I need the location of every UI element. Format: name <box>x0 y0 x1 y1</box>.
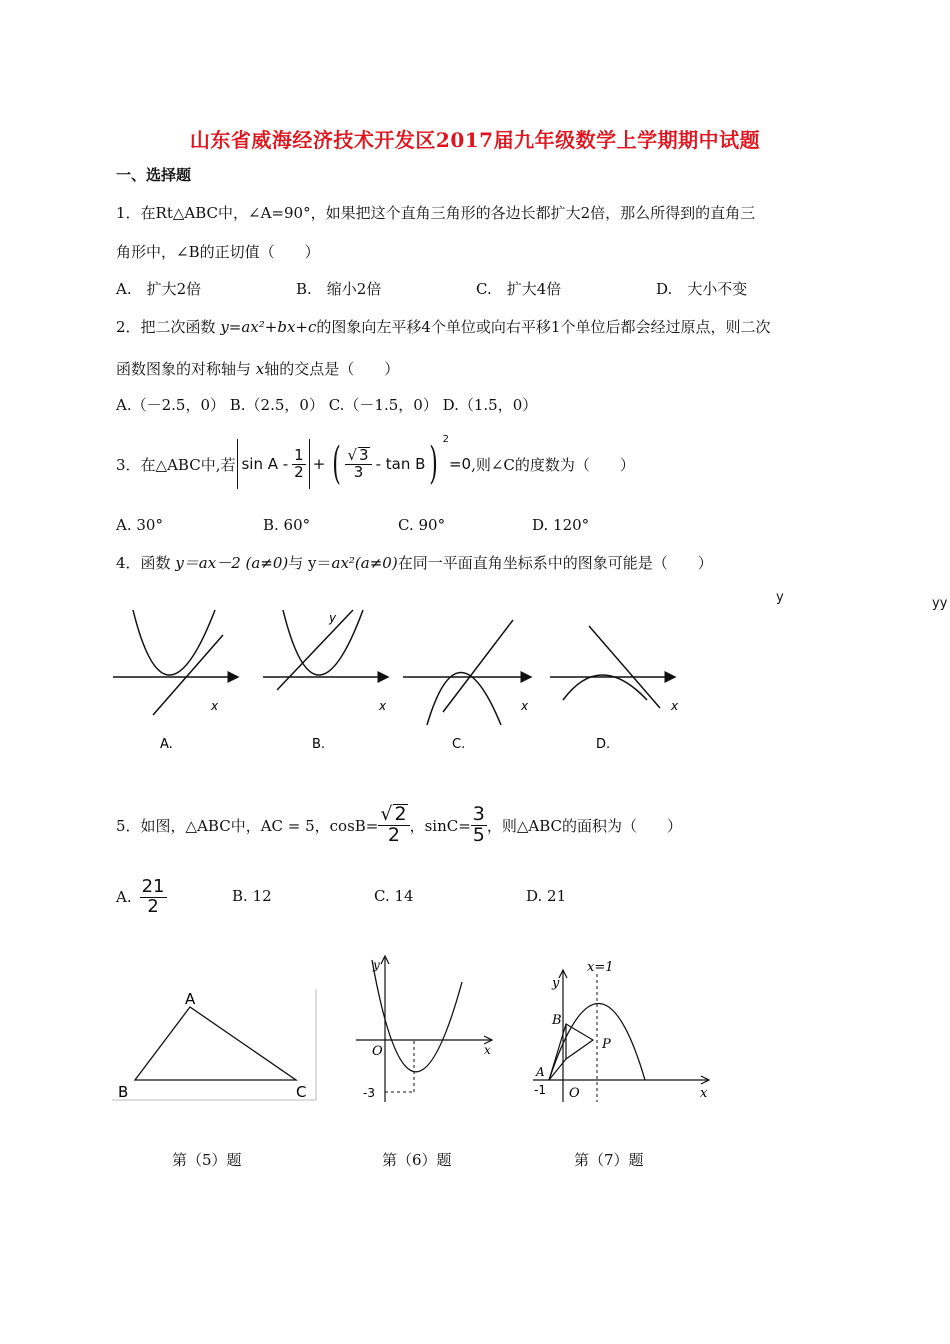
q4-graphs <box>105 600 695 760</box>
q1-option-c: C. 扩大4倍 <box>476 280 562 298</box>
q1-option-a: A. 扩大2倍 <box>116 280 202 298</box>
fig6-y-label: y <box>373 958 380 972</box>
q2-options: A.（－2.5，0） B.（2.5，0） C.（－1.5，0） D.（1.5，0） <box>116 396 538 414</box>
fig7-minus1-label: -1 <box>534 1083 546 1097</box>
q3-sin-a: sin A - <box>241 455 289 473</box>
graph-a-label: A. <box>160 737 173 752</box>
q5-option-a-den: 2 <box>147 895 159 917</box>
q3-abs-expression <box>237 439 309 489</box>
question-5: 5．如图，△ABC中，AC = 5，cosB= $\frac{√ 2}{2}$ ，sinC= $\frac{3}{5}$ ，则△ABC的面积为（ ） <box>116 802 683 846</box>
fig6-caption: 第（6）题 <box>382 1151 452 1169</box>
fig7-axis-label: x=1 <box>587 960 614 975</box>
graph-c-x-label: x <box>521 699 529 713</box>
document-title: 山东省威海经济技术开发区2017届九年级数学上学期期中试题 <box>189 128 761 152</box>
q4-linear-function: y＝ax－2 (a≠0) <box>175 554 289 572</box>
graph-b-label: B. <box>312 737 326 752</box>
figure-5-triangle <box>108 985 323 1105</box>
fig6-minus3-label: -3 <box>363 1086 375 1100</box>
fig6-origin-label: O <box>372 1044 383 1059</box>
q3-sqrt3: 3 <box>359 446 369 465</box>
graph-b <box>263 610 388 752</box>
q5-option-d: D. 21 <box>526 887 567 905</box>
q3-half-den: 2 <box>294 462 304 481</box>
question-3: 3．在△ABC中,若 sin A - $\frac{1}{2}$ + ( $\frac{√ 3}{3}$ - tan B ) 2 =0 ,则∠C的度数为（ ） <box>116 434 635 489</box>
graph-d-label: D. <box>596 737 611 752</box>
q3-right-paren: ) <box>429 438 439 489</box>
q3-half-num: 1 <box>294 445 304 464</box>
q5-mid: ，sinC= <box>409 816 471 835</box>
q5-option-a-num: 21 <box>141 875 165 897</box>
q5-cos-num: 2 <box>394 803 407 826</box>
q3-plus: + <box>312 455 326 473</box>
graph-a-x-label: x <box>211 699 219 713</box>
question-2-line-1 <box>116 316 770 337</box>
fig7-b-label: B <box>552 1013 562 1028</box>
fig7-x-label: x <box>700 1086 708 1101</box>
question-2-line-2 <box>116 358 399 379</box>
q5-option-a <box>116 872 167 922</box>
graph-c <box>403 620 531 752</box>
q5-option-c: C. 14 <box>374 887 414 905</box>
fig7-origin-label: O <box>569 1086 580 1101</box>
q3-option-d: D. 120° <box>532 516 590 534</box>
question-4 <box>116 552 713 573</box>
fig7-caption: 第（7）题 <box>574 1151 644 1169</box>
q3-tan-b: - tan B <box>375 455 426 473</box>
q2-line2-a: 函数图象的对称轴与 <box>116 360 256 378</box>
graph-d-x-label: x <box>671 699 679 713</box>
q4-quadratic-function: ax²(a≠0) <box>331 554 398 572</box>
fig5-label-c: C <box>296 1083 307 1101</box>
graph-b-x-label: x <box>379 699 387 713</box>
q1-option-d: D. 大小不变 <box>656 280 748 298</box>
q2-function: y=ax²+bx+c <box>220 318 317 336</box>
fig6-x-label: x <box>484 1043 491 1057</box>
q3-left-paren: ( <box>332 438 342 489</box>
q4-text: 在同一平面直角坐标系中的图象可能是（ ） <box>397 554 713 572</box>
fig7-p-label: P <box>602 1037 611 1052</box>
figure-6-parabola <box>350 952 500 1107</box>
q1-option-b: B. 缩小2倍 <box>296 280 382 298</box>
q5-cos-den: 2 <box>387 824 401 846</box>
q4-mid: 与 y＝ <box>288 554 332 572</box>
q3-text: ,则∠C的度数为（ ） <box>471 455 635 474</box>
q3-equals-zero: =0 <box>448 455 472 473</box>
q5-option-b: B. 12 <box>232 887 272 905</box>
q3-option-c: C. 90° <box>398 516 446 534</box>
q2-text: 的图象向左平移4个单位或向右平移1个单位后都会经过原点，则二次 <box>316 318 771 336</box>
section-heading: 一、选择题 <box>116 166 192 184</box>
fig5-caption: 第（5）题 <box>172 1151 242 1169</box>
q5-sin-den: 5 <box>472 823 485 846</box>
graph-a <box>113 610 238 752</box>
q3-prefix: 3．在△ABC中,若 <box>116 455 236 474</box>
question-1-line-1: 1．在Rt△ABC中，∠A=90°，如果把这个直角三角形的各边长都扩大2倍，那么所得到的直角三 <box>116 204 756 222</box>
q3-option-b: B. 60° <box>263 516 311 534</box>
fig7-a-label: A <box>536 1065 545 1079</box>
graph-b-y-label: y <box>329 611 337 625</box>
q5-prefix: 5．如图，△ABC中，AC = 5，cosB= <box>116 816 379 835</box>
q2-x: x <box>255 360 265 378</box>
q3-three: 3 <box>353 463 364 481</box>
figure-7-parabola-triangle <box>525 952 715 1107</box>
q4-stray-y-label: y <box>776 590 784 605</box>
q2-line2-b: 轴的交点是（ ） <box>264 360 400 378</box>
q2-prefix: 2．把二次函数 <box>116 318 221 336</box>
fig5-label-b: B <box>118 1083 129 1101</box>
q4-prefix: 4．函数 <box>116 554 176 572</box>
fig5-label-a: A <box>185 990 196 1008</box>
graph-c-label: C. <box>452 737 466 752</box>
graph-d <box>550 626 679 752</box>
q3-option-a: A. 30° <box>116 516 163 534</box>
question-1-line-2: 角形中，∠B的正切值（ ） <box>116 243 320 261</box>
q5-text: ，则△ABC的面积为（ ） <box>486 816 683 835</box>
q4-stray-yy-label: yy <box>932 596 948 611</box>
q5-sin-num: 3 <box>472 802 485 825</box>
q5-option-a-letter: A. <box>116 888 132 906</box>
q3-exponent: 2 <box>442 434 449 445</box>
fig7-y-label: y <box>552 976 560 991</box>
